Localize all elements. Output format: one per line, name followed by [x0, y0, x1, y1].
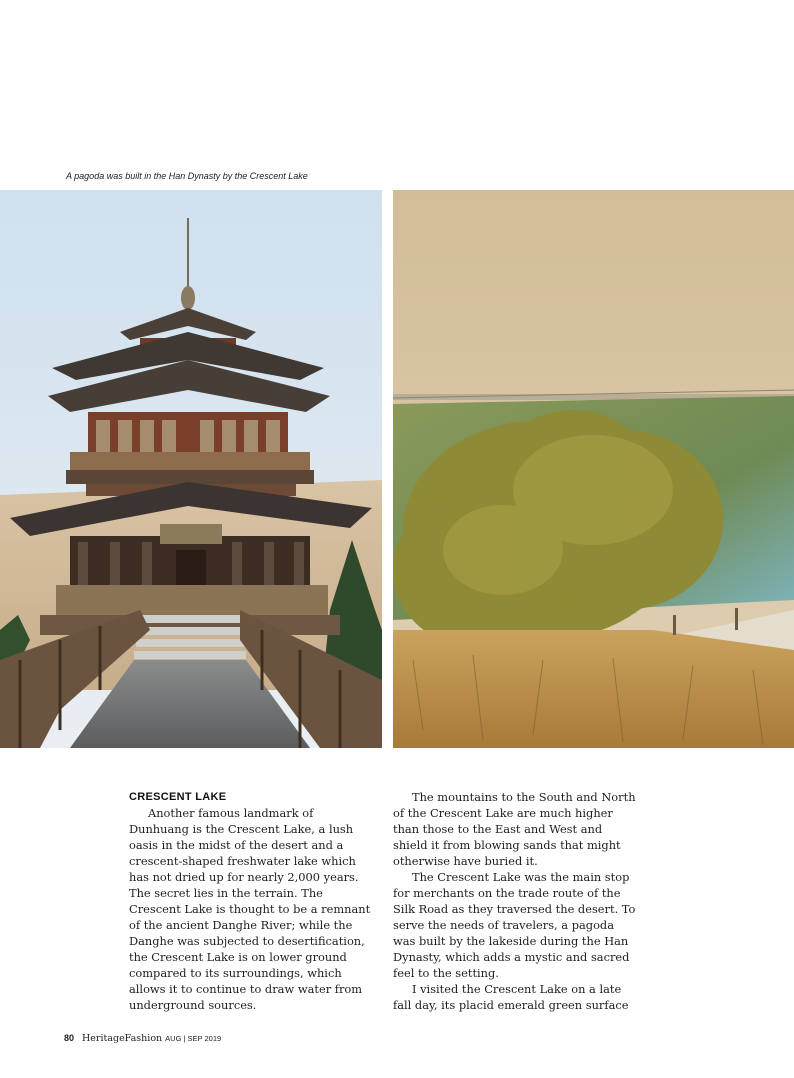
paragraph: The mountains to the South and North of the Crescent Lake are much higher than those to the East and West and shield it from blowing sands that might otherwise have buried it.	[393, 790, 636, 868]
paragraph: The Crescent Lake was the main stop for merchants on the trade route of the Silk Road as they traversed the desert. To serve the needs of travelers, a pagoda was built by the lakeside during the Han Dynasty, which adds a mystic and sacred feel to the setting.	[393, 870, 636, 980]
section-heading: CRESCENT LAKE	[129, 791, 227, 803]
page-number: 80	[64, 1033, 75, 1043]
photo-caption: A pagoda was built in the Han Dynasty by the Crescent Lake	[66, 171, 308, 181]
page-footer	[64, 1033, 221, 1044]
paragraph: Another famous landmark of Dunhuang is the Crescent Lake, a lush oasis in the midst of the desert and a crescent-shaped freshwater lake which has not dried up for nearly 2,000 years. The secret lies in the terrain. The Crescent Lake is thought to be a remnant of the ancient Danghe River; while the Danghe was subjected to desertification, the Crescent Lake is on lower ground compared to its surroundings, which allows it to continue to draw water from underground sources.	[129, 806, 371, 1012]
lake-photo	[393, 190, 794, 748]
article-column-right	[393, 789, 637, 1013]
pagoda-photo	[0, 190, 382, 748]
article-column-left	[129, 789, 373, 1013]
paragraph: I visited the Crescent Lake on a late fall day, its placid emerald green surface	[393, 982, 629, 1012]
magazine-name: HeritageFashion	[82, 1033, 163, 1044]
issue-date: AUG | SEP 2019	[165, 1034, 222, 1043]
